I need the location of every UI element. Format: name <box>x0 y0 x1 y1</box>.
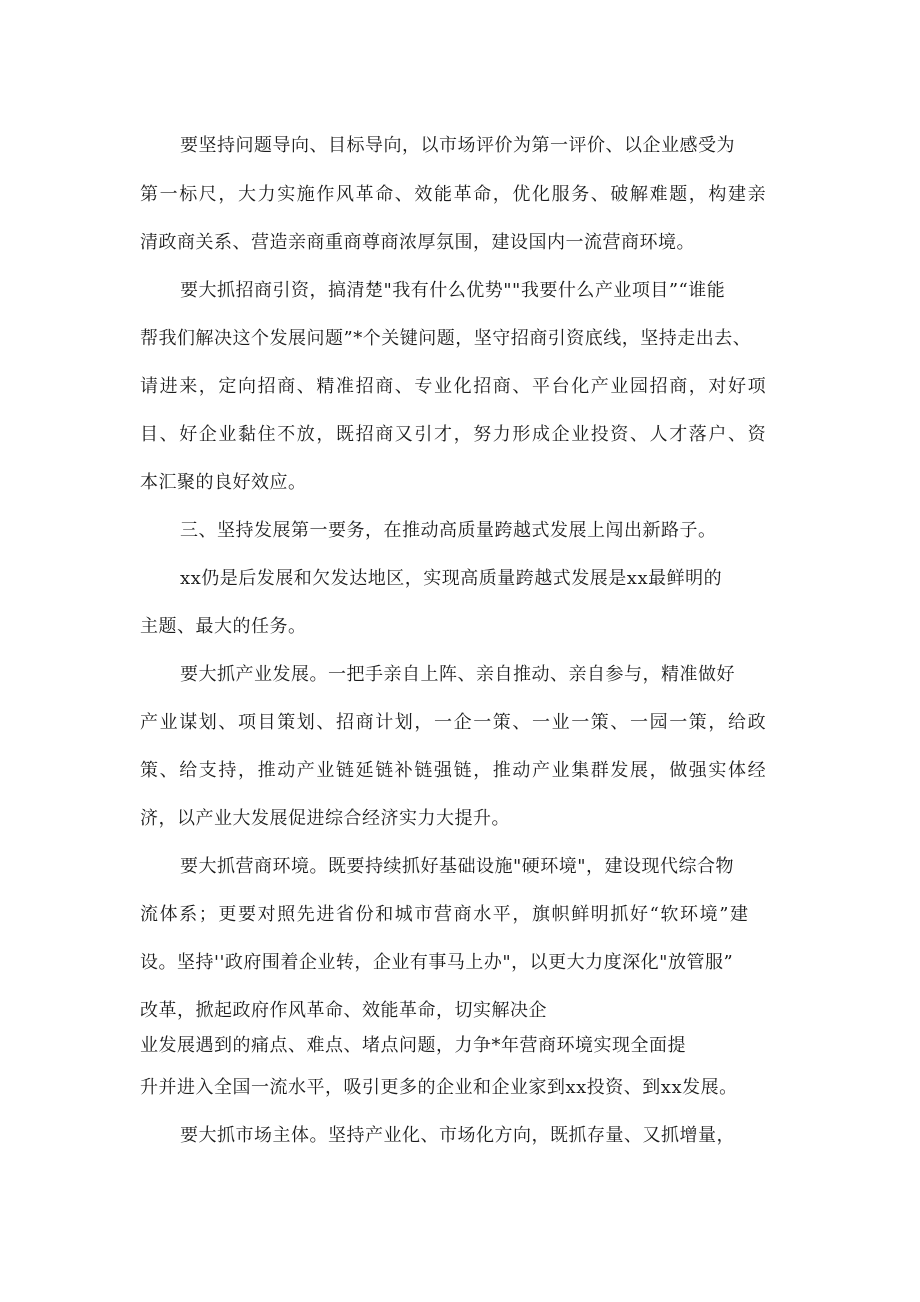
paragraph-line: 主题、最大的任务。 <box>140 616 307 637</box>
paragraph-line: 业发展遇到的痛点、难点、堵点问题，力争*年营商环境实现全面提 <box>140 1035 686 1056</box>
paragraph-line: 流体系；更要对照先进省份和城市营商水平，旗帜鲜明抓好“软环境”建 <box>140 904 750 925</box>
paragraph-line: 产业谋划、项目策划、招商计划，一企一策、一业一策、一园一策，给政 <box>140 712 768 733</box>
paragraph-line: 要大抓营商环境。既要持续抓好基础设施"硬环境"，建设现代综合物 <box>180 856 735 877</box>
paragraph-line: 要大抓产业发展。一把手亲自上阵、亲自推动、亲自参与，精准做好 <box>180 664 735 685</box>
paragraph-line: 要大抓市场主体。坚持产业化、市场化方向，既抓存量、又抓增量， <box>180 1125 735 1146</box>
paragraph-line: 目、好企业黏住不放，既招商又引才，努力形成企业投资、人才落户、资 <box>140 424 768 445</box>
paragraph-line: 要坚持问题导向、目标导向，以市场评价为第一评价、以企业感受为 <box>180 135 735 156</box>
paragraph-line: 设。坚持''政府围着企业转，企业有事马上办"，以更大力度深化"放管服” <box>140 952 734 973</box>
section-heading: 三、坚持发展第一要务，在推动高质量跨越式发展上闯出新路子。 <box>180 520 717 541</box>
paragraph-line: 济，以产业大发展促进综合经济实力大提升。 <box>140 808 510 829</box>
paragraph-line: 第一标尺，大力实施作风革命、效能革命，优化服务、破解难题，构建亲 <box>140 184 768 205</box>
paragraph-line: 要大抓招商引资，搞清楚"我有什么优势""我要什么产业项目”“谁能 <box>180 280 726 301</box>
paragraph-line: 策、给支持，推动产业链延链补链强链，推动产业集群发展，做强实体经 <box>140 760 768 781</box>
paragraph-line: 请进来，定向招商、精准招商、专业化招商、平台化产业园招商，对好项 <box>140 376 768 397</box>
paragraph-line: 升并进入全国一流水平，吸引更多的企业和企业家到xx投资、到xx发展。 <box>140 1077 738 1098</box>
paragraph-line: 改革，掀起政府作风革命、效能革命，切实解决企 <box>140 1000 547 1021</box>
paragraph-line: 本汇聚的良好效应。 <box>140 472 307 493</box>
paragraph-line: 清政商关系、营造亲商重商尊商浓厚氛围，建设国内一流营商环境。 <box>140 232 695 253</box>
paragraph-line: 帮我们解决这个发展问题”*个关键问题，坚守招商引资底线，坚持走出去、 <box>140 328 752 349</box>
paragraph-line: xx仍是后发展和欠发达地区，实现高质量跨越式发展是xx最鲜明的 <box>180 568 723 589</box>
